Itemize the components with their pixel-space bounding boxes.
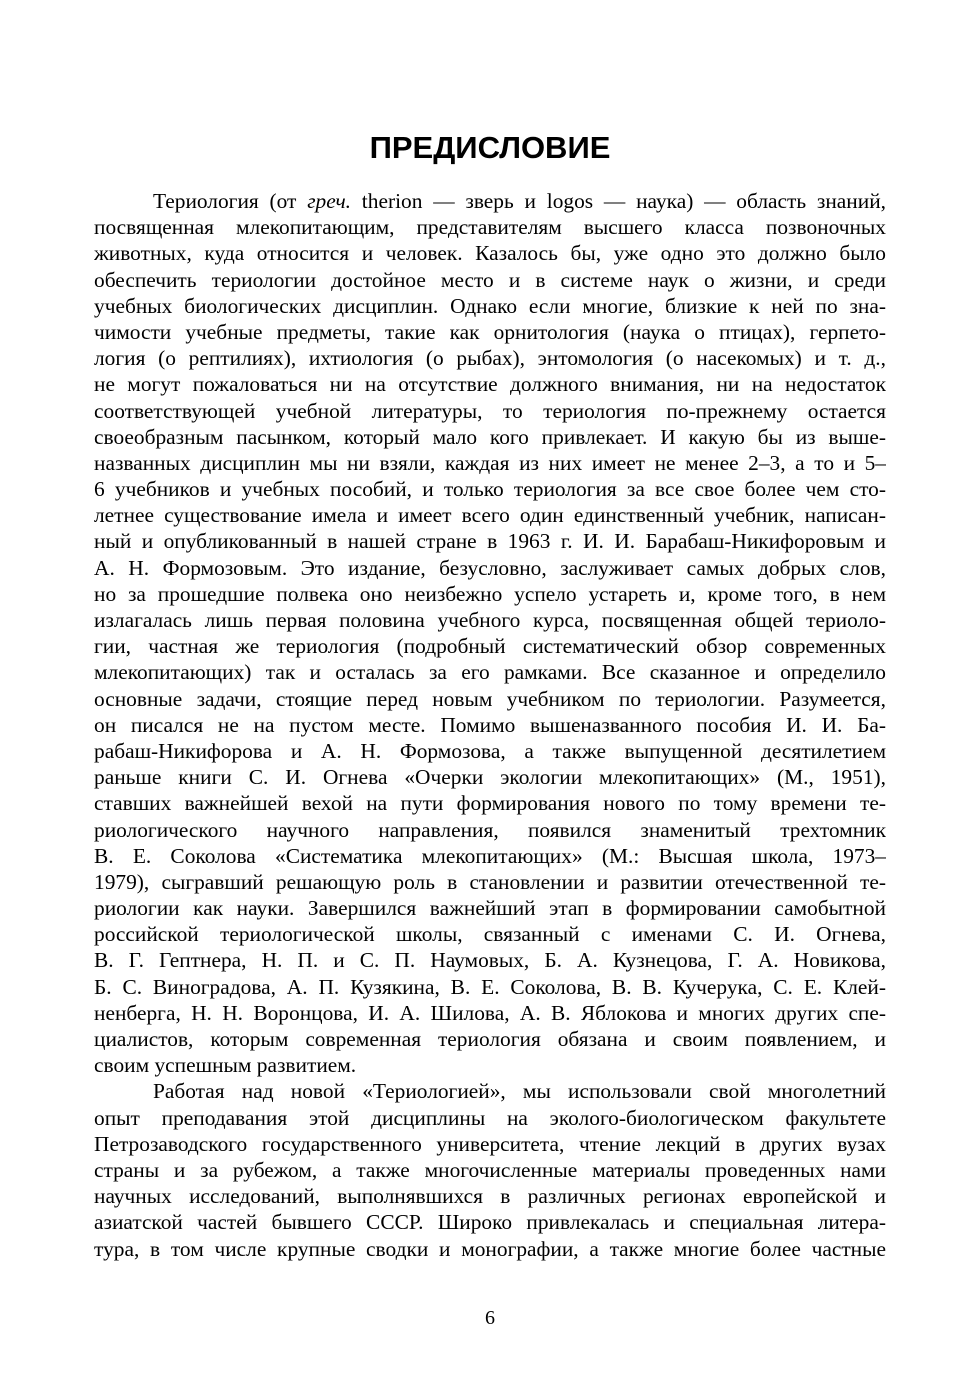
page-title: ПРЕДИСЛОВИЕ [369, 130, 611, 165]
text-line: своеобразным пасынком, который мало кого привлекает. И какую бы из выше- [94, 424, 886, 449]
text-line: опыт преподавания этой дисциплины на эколого-биологическом факультете [94, 1105, 886, 1130]
text-line: летнее существование имела и имеет всего один единственный учебник, написан- [94, 503, 886, 528]
text-line: Б. С. Виноградова, А. П. Кузякина, В. Е. Соколова, В. В. Кучерука, С. Е. Клей- [94, 974, 886, 999]
text-line: А. Н. Формозовым. Это издание, безусловно, заслуживает самых добрых слов, [94, 555, 886, 580]
page-number: 6 [485, 1307, 495, 1329]
text-line: обеспечить териологии достойное место и в системе наук о жизни, и среди [94, 267, 886, 292]
text-line: чимости учебные предметы, такие как орнитология (наука о птицах), герпето- [94, 319, 886, 344]
text-line: логия (о рептилиях), ихтиология (о рыбах), энтомология (о насекомых) и т. д., [94, 346, 886, 371]
text-line: учебных биологических дисциплин. Однако если многие, близкие к ней по зна- [94, 293, 886, 318]
text-line: посвященная млекопитающим, представителям высшего класса позвоночных [94, 215, 886, 240]
paragraph [94, 188, 886, 1078]
text-line: не могут пожаловаться ни на отсутствие должного внимания, ни на недостаток [94, 372, 886, 397]
text-line: научных исследований, выполнявшихся в различных регионах европейской и [94, 1184, 886, 1209]
text-line: В. Г. Гептнера, Н. П. и С. П. Наумовых, Б. А. Кузнецова, Г. А. Новикова, [94, 948, 886, 973]
text-line: названных дисциплин мы ни взяли, каждая из них имеет не менее 2–3, а то и 5– [94, 450, 886, 475]
text-line: животных, куда относится и человек. Казалось бы, уже одно это должно было [94, 241, 886, 266]
text-line: российской териологической школы, связанный с именами С. И. Огнева, [94, 922, 886, 947]
text-line: Териология (от греч. therion — зверь и logos — наука) — область знаний, [153, 189, 886, 213]
text-line: рабаш-Никифорова и А. Н. Формозова, а также выпущенной десятилетием [94, 738, 886, 763]
text-line: ставших важнейшей вехой на пути формирования нового по тому времени те- [94, 791, 886, 816]
text-line: своим успешным развитием. [94, 1053, 357, 1078]
text-line: азиатской частей бывшего СССР. Широко привлекалась и специальная литера- [94, 1210, 886, 1235]
text-line: страны и за рубежом, а также многочисленные материалы проведенных нами [94, 1157, 886, 1182]
text-line: 1979), сыгравший решающую роль в становлении и развитии отечественной те- [94, 869, 886, 894]
text-line: соответствующей учебной литературы, то териология по-прежнему остается [94, 398, 886, 423]
text-line: 6 учебников и учебных пособий, и только териология за все свое более чем сто- [94, 477, 886, 502]
text-line: но за прошедшие полвека оно неизбежно успело устареть и, кроме того, в нем [94, 581, 886, 606]
text-line: Петрозаводского государственного университета, чтение лекций в других вузах [94, 1131, 886, 1156]
text-line: основные задачи, стоящие перед новым учебником по териологии. Разумеется, [94, 686, 886, 711]
text-line: раньше книги С. И. Огнева «Очерки экологии млекопитающих» (М., 1951), [94, 765, 886, 790]
text-line: гии, частная же териология (подробный систематический обзор современных [94, 634, 886, 659]
text-line: В. Е. Соколова «Систематика млекопитающих» (М.: Высшая школа, 1973– [94, 843, 886, 868]
text-line: ный и опубликованный в нашей стране в 1963 г. И. И. Барабаш-Никифоровым и [94, 529, 886, 554]
text-line: млекопитающих) так и осталась за его рамками. Все сказанное и определило [94, 660, 886, 685]
text-line: риологического научного направления, появился знаменитый трехтомник [94, 817, 886, 842]
text-line: циалистов, которым современная териология обязана и своим появлением, и [94, 1027, 886, 1051]
text-line: риологии как науки. Завершился важнейший этап в формировании самобытной [94, 896, 886, 921]
paragraph [94, 1078, 886, 1261]
text-line: Работая над новой «Териологией», мы использовали свой многолетний [153, 1079, 886, 1104]
text-line: ненберга, Н. Н. Воронцова, И. А. Шилова, А. В. Яблокова и многих других спе- [94, 1000, 886, 1025]
text-line: тура, в том числе крупные сводки и монографии, а также многие более частные [94, 1236, 886, 1261]
body-text [94, 188, 886, 1262]
text-line: излагалась лишь первая половина учебного курса, посвященная общей териоло- [94, 608, 886, 632]
text-line: он писался не на пустом месте. Помимо вышеназванного пособия И. И. Ба- [94, 712, 886, 737]
